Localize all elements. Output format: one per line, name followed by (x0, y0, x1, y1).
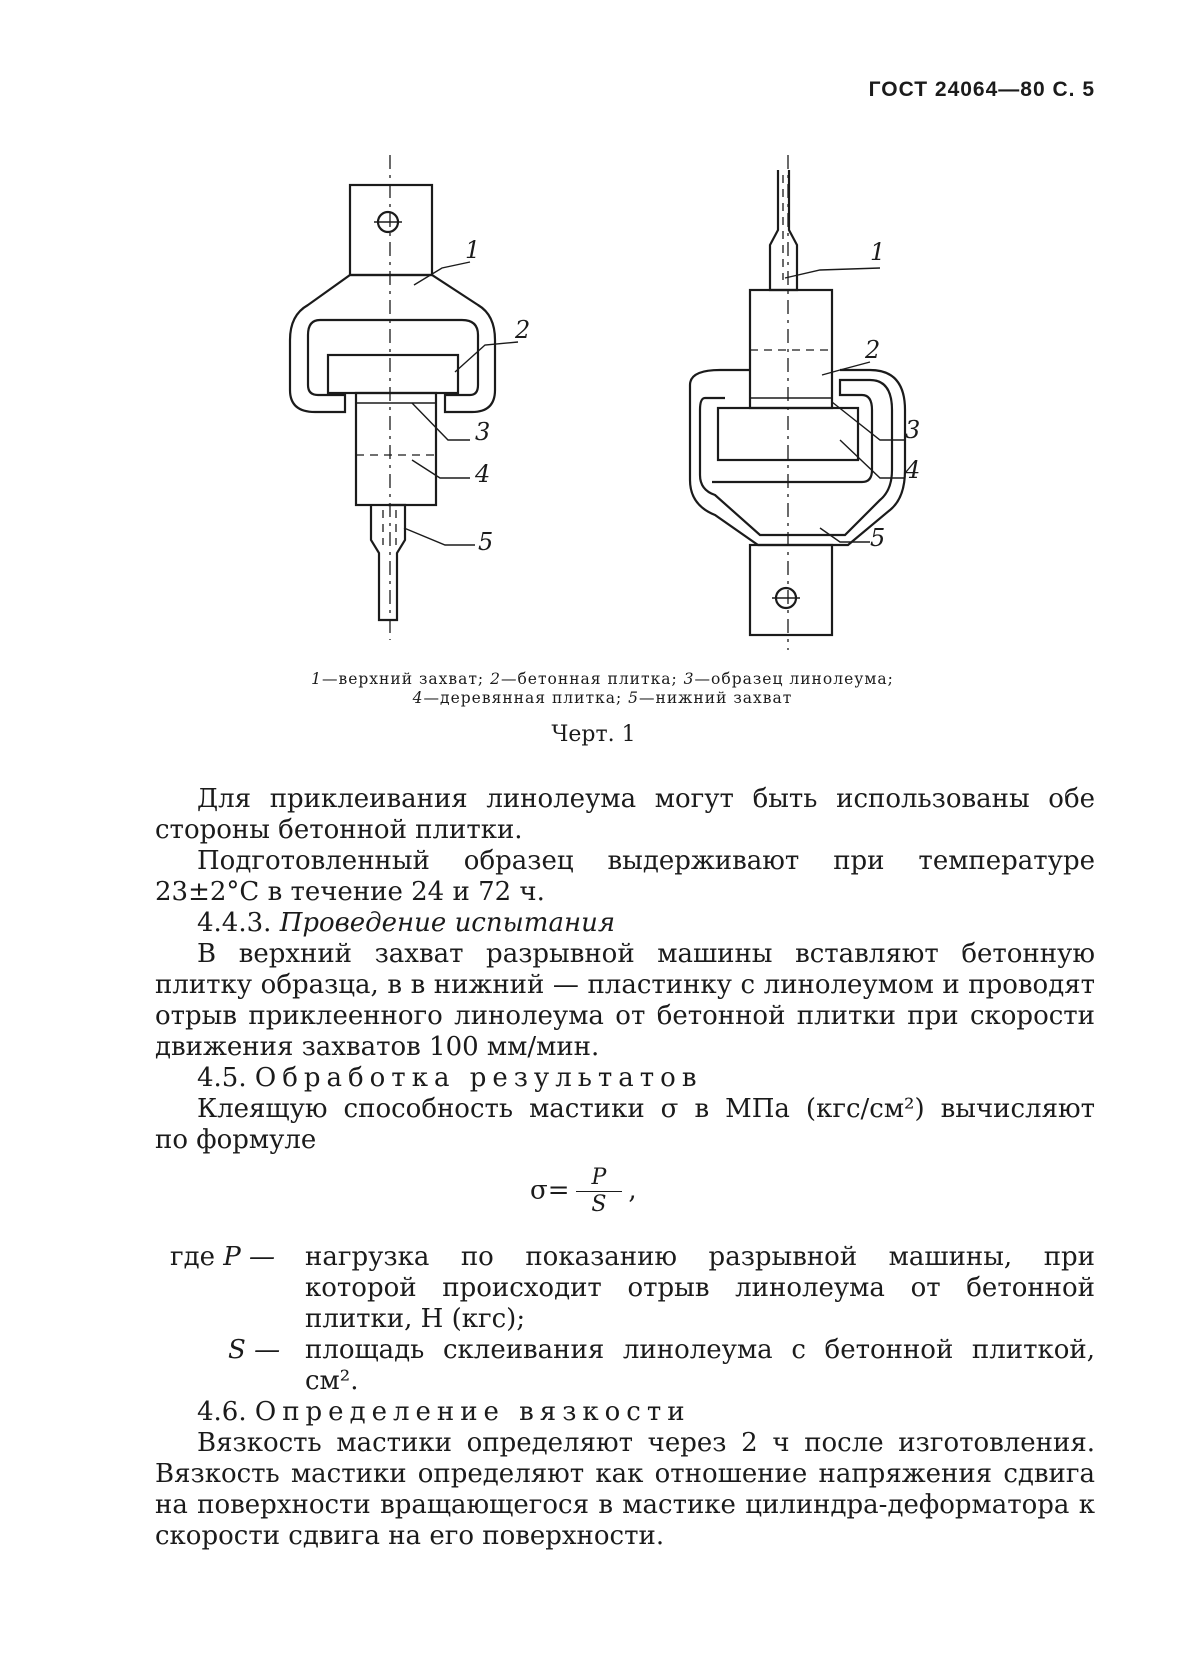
paragraph-viscosity: Вязкость мастики определяют через 2 ч после изготовления. Вязкость мастики определяют как отношение напряжения сдвига на поверхности вращающегося в мастике цилиндра-деформатора к скорости сдвига на его поверхности. (155, 1428, 1095, 1551)
paragraph-gluing: Для приклеивания линолеума могут быть использованы обе стороны бетонной плитки. (155, 784, 1095, 845)
definition-s-symbol: S — (228, 1335, 281, 1365)
right-label-4: 4 (905, 456, 921, 484)
left-label-5: 5 (478, 528, 494, 556)
left-label-2: 2 (515, 316, 531, 344)
section-4-5-heading: 4.5. Обработка результатов (197, 1063, 703, 1093)
right-label-2: 2 (865, 336, 881, 364)
where-label: где P — (170, 1242, 276, 1272)
page-header: ГОСТ 24064—80 С. 5 (868, 78, 1095, 101)
paragraph-formula-intro: Клеящую способность мастики σ в МПа (кгс/см²) вычисляют по формуле (155, 1094, 1095, 1155)
right-label-1: 1 (870, 238, 886, 266)
section-4-6-heading: 4.6. Определение вязкости (197, 1397, 691, 1427)
definition-p: нагрузка по показанию разрывной машины, при которой происходит отрыв линолеума от бетонной плитки, Н (кгс); (305, 1242, 1095, 1334)
paragraph-testing: В верхний захват разрывной машины вставляют бетонную плитку образца, в в нижний — пластинку с линолеумом и проводят отрыв приклеенного линолеума от бетонной плитки при скорости движения захватов 100 мм/мин. (155, 939, 1095, 1062)
figure-drawing (0, 0, 1187, 700)
definition-s: площадь склеивания линолеума с бетонной плиткой, см². (305, 1335, 1095, 1396)
formula-sigma: σ= $\frac{P}{S}$ , (530, 1165, 637, 1217)
figure-title: Черт. 1 (551, 722, 636, 747)
right-label-5: 5 (870, 524, 886, 552)
left-label-4: 4 (475, 460, 491, 488)
right-assembly (690, 155, 920, 650)
left-label-1: 1 (465, 236, 481, 264)
section-4-4-3-heading: 4.4.3. Проведение испытания (197, 908, 616, 938)
right-label-3: 3 (905, 416, 921, 444)
left-assembly (290, 155, 530, 640)
left-label-3: 3 (475, 418, 491, 446)
paragraph-conditioning: Подготовленный образец выдерживают при температуре 23±2°С в течение 24 и 72 ч. (155, 846, 1095, 907)
figure-caption: 1—верхний захват; 2—бетонная плитка; 3—образец линолеума; 4—деревянная плитка; 5—нижний захват (311, 670, 894, 707)
